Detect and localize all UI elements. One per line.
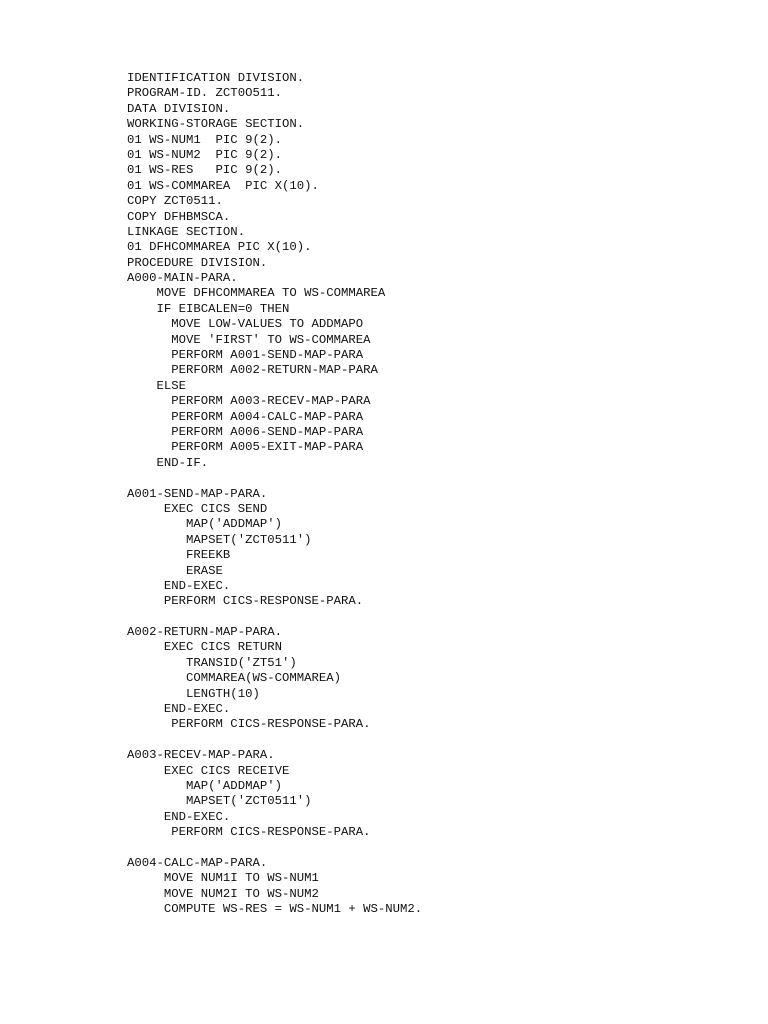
code-line: WORKING-STORAGE SECTION. [127, 117, 305, 132]
code-line: A003-RECEV-MAP-PARA. [127, 748, 275, 763]
code-line: EXEC CICS RETURN [127, 640, 282, 655]
code-line: END-IF. [127, 455, 209, 470]
code-line: PERFORM A004-CALC-MAP-PARA [127, 409, 364, 424]
code-line: MOVE NUM2I TO WS-NUM2 [127, 886, 319, 901]
code-line: PERFORM A006-SEND-MAP-PARA [127, 424, 364, 439]
code-line: END-EXEC. [127, 809, 231, 824]
code-line: END-EXEC. [127, 702, 231, 717]
code-line: LINKAGE SECTION. [127, 224, 246, 239]
code-line [127, 610, 422, 625]
code-line: LENGTH(10) [127, 686, 260, 701]
code-line: A004-CALC-MAP-PARA. [127, 855, 268, 870]
code-line: PERFORM CICS-RESPONSE-PARA. [127, 825, 371, 840]
code-line: FREEKB [127, 548, 231, 563]
code-line: PROGRAM-ID. ZCT0O511. [127, 86, 282, 101]
code-line: MAPSET('ZCT0511') [127, 794, 312, 809]
code-line: 01 WS-NUM2 PIC 9(2). [127, 147, 282, 162]
code-line: 01 WS-NUM1 PIC 9(2). [127, 132, 282, 147]
code-line: EXEC CICS RECEIVE [127, 763, 290, 778]
code-line: MOVE LOW-VALUES TO ADDMAPO [127, 317, 364, 332]
code-line: PERFORM CICS-RESPONSE-PARA. [127, 717, 371, 732]
code-line: TRANSID('ZT51') [127, 655, 297, 670]
code-line: MAP('ADDMAP') [127, 778, 282, 793]
code-line: MAPSET('ZCT0511') [127, 532, 312, 547]
code-line: 01 WS-COMMAREA PIC X(10). [127, 178, 319, 193]
code-line: COMMAREA(WS-COMMAREA) [127, 671, 342, 686]
code-line: ERASE [127, 563, 223, 578]
code-line: PERFORM A005-EXIT-MAP-PARA [127, 440, 364, 455]
code-line: DATA DIVISION. [127, 101, 231, 116]
code-line: IDENTIFICATION DIVISION. [127, 71, 305, 85]
code-line: PERFORM CICS-RESPONSE-PARA. [127, 594, 364, 609]
code-line: PERFORM A002-RETURN-MAP-PARA [127, 363, 378, 378]
code-line: MOVE NUM1I TO WS-NUM1 [127, 871, 319, 886]
code-line [127, 733, 422, 748]
code-line: MOVE 'FIRST' TO WS-COMMAREA [127, 332, 371, 347]
code-line: COPY ZCT0511. [127, 194, 223, 209]
code-line [127, 841, 422, 856]
code-line: PROCEDURE DIVISION. [127, 255, 268, 270]
code-line: MAP('ADDMAP') [127, 517, 282, 532]
code-line: 01 WS-RES PIC 9(2). [127, 163, 282, 178]
code-line: PERFORM A001-SEND-MAP-PARA [127, 348, 364, 363]
code-line: PERFORM A003-RECEV-MAP-PARA [127, 394, 371, 409]
code-line: MOVE DFHCOMMAREA TO WS-COMMAREA [127, 286, 386, 301]
code-line: A002-RETURN-MAP-PARA. [127, 625, 282, 640]
code-line: A000-MAIN-PARA. [127, 271, 238, 286]
code-line: COMPUTE WS-RES = WS-NUM1 + WS-NUM2. [127, 902, 423, 917]
code-line: IF EIBCALEN=0 THEN [127, 301, 290, 316]
code-line [127, 471, 422, 486]
code-line: COPY DFHBMSCA. [127, 209, 231, 224]
code-line: EXEC CICS SEND [127, 501, 268, 516]
code-line: 01 DFHCOMMAREA PIC X(10). [127, 240, 312, 255]
code-line: END-EXEC. [127, 578, 231, 593]
code-line: ELSE [127, 378, 187, 393]
cobol-source-listing [127, 71, 422, 917]
code-line: A001-SEND-MAP-PARA. [127, 486, 268, 501]
